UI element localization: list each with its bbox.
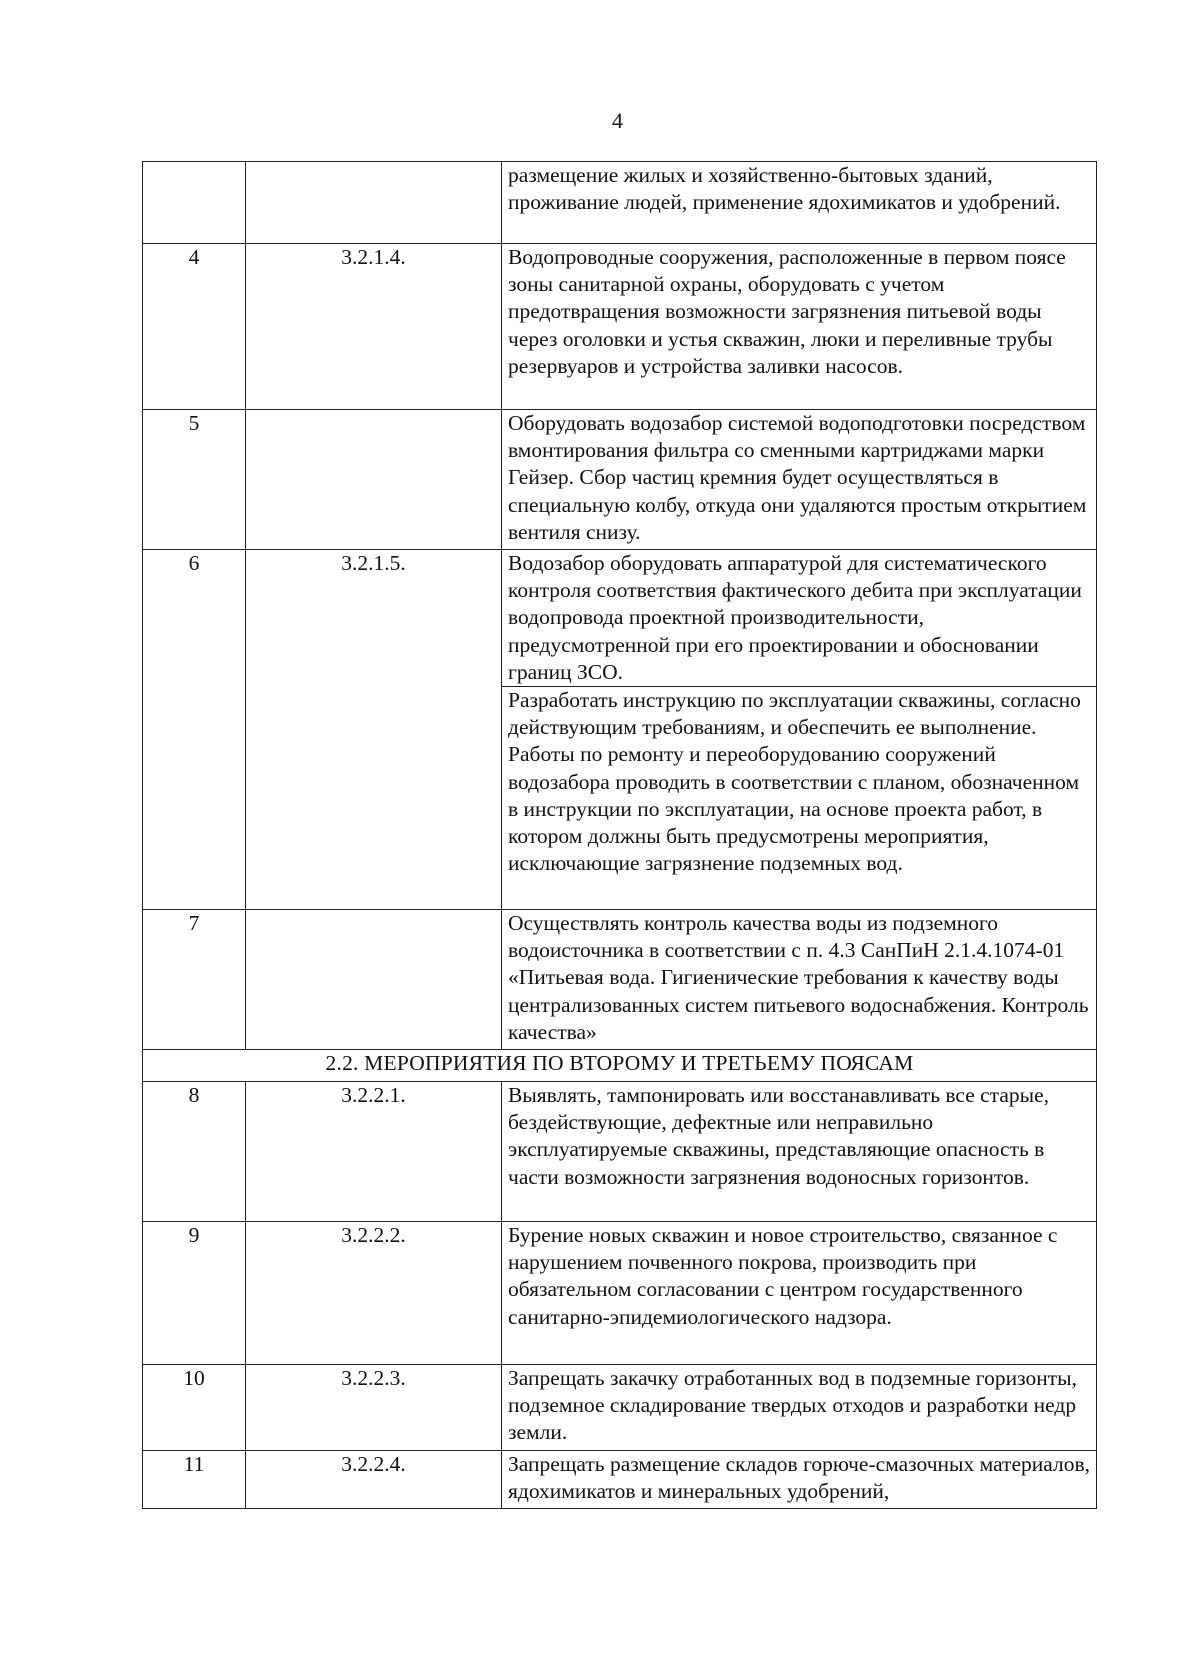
table-row xyxy=(143,410,1097,550)
table-row xyxy=(143,162,1097,244)
measures-table xyxy=(142,161,1097,1509)
row-text: Водозабор оборудовать аппаратурой для систематического контроля соответствия фактического дебита при эксплуатации водопровода проектной производительности, предусмотренной при его проектировании и обосновании границ ЗСО. xyxy=(502,550,1097,687)
section-row xyxy=(143,1050,1097,1082)
row-number: 5 xyxy=(143,410,246,550)
page-number: 4 xyxy=(612,108,623,133)
row-number: 9 xyxy=(143,1222,246,1365)
row-text: Выявлять, тампонировать или восстанавливать все старые, бездействующие, дефектные или неправильно эксплуатируемые скважины, представляющие опасность в части возможности загрязнения водоносных горизонтов. xyxy=(502,1082,1097,1222)
row-number: 10 xyxy=(143,1365,246,1451)
row-clause xyxy=(246,910,502,1050)
table-row xyxy=(143,1222,1097,1365)
row-text: Бурение новых скважин и новое строительство, связанное с нарушением почвенного покрова, производить при обязательном согласовании с центром государственного санитарно-эпидемиологического надзора. xyxy=(502,1222,1097,1365)
table-row xyxy=(143,244,1097,410)
row-clause: 3.2.2.1. xyxy=(246,1082,502,1222)
row-clause: 3.2.2.2. xyxy=(246,1222,502,1365)
row-text-continued: Разработать инструкцию по эксплуатации скважины, согласно действующим требованиям, и обеспечить ее выполнение. Работы по ремонту и переоборудованию сооружений водозабора проводить в соответствии с планом, обозначенном в инструкции по эксплуатации, на основе проекта работ, в котором должны быть предусмотрены мероприятия, исключающие загрязнение подземных вод. xyxy=(502,687,1097,910)
row-text: Запрещать закачку отработанных вод в подземные горизонты, подземное складирование твердых отходов и разработки недр земли. xyxy=(502,1365,1097,1451)
table-row xyxy=(143,1365,1097,1451)
row-clause: 3.2.2.4. xyxy=(246,1451,502,1509)
row-text: Водопроводные сооружения, расположенные в первом поясе зоны санитарной охраны, оборудовать с учетом предотвращения возможности загрязнения питьевой воды через оголовки и устья скважин, люки и переливные трубы резервуаров и устройства заливки насосов. xyxy=(502,244,1097,410)
row-clause xyxy=(246,162,502,244)
table-row xyxy=(143,1082,1097,1222)
row-number: 6 xyxy=(143,550,246,910)
row-text: Оборудовать водозабор системой водоподготовки посредством вмонтирования фильтра со сменными картриджами марки Гейзер. Сбор частиц кремния будет осуществляться в специальную колбу, откуда они удаляются простым открытием вентиля снизу. xyxy=(502,410,1097,550)
table-row xyxy=(143,550,1097,687)
row-clause: 3.2.2.3. xyxy=(246,1365,502,1451)
table-row xyxy=(143,910,1097,1050)
row-number: 7 xyxy=(143,910,246,1050)
row-text: Осуществлять контроль качества воды из подземного водоисточника в соответствии с п. 4.3 СанПиН 2.1.4.1074-01 «Питьевая вода. Гигиенические требования к качеству воды централизованных систем питьевого водоснабжения. Контроль качества» xyxy=(502,910,1097,1050)
row-number: 4 xyxy=(143,244,246,410)
table-row xyxy=(143,1451,1097,1509)
section-heading: 2.2. МЕРОПРИЯТИЯ ПО ВТОРОМУ И ТРЕТЬЕМУ ПОЯСАМ xyxy=(143,1050,1097,1082)
row-number: 11 xyxy=(143,1451,246,1509)
row-text: размещение жилых и хозяйственно-бытовых зданий, проживание людей, применение ядохимикатов и удобрений. xyxy=(502,162,1097,244)
row-number xyxy=(143,162,246,244)
row-clause xyxy=(246,410,502,550)
row-clause: 3.2.1.4. xyxy=(246,244,502,410)
row-text: Запрещать размещение складов горюче-смазочных материалов, ядохимикатов и минеральных удобрений, xyxy=(502,1451,1097,1509)
row-clause: 3.2.1.5. xyxy=(246,550,502,910)
row-number: 8 xyxy=(143,1082,246,1222)
